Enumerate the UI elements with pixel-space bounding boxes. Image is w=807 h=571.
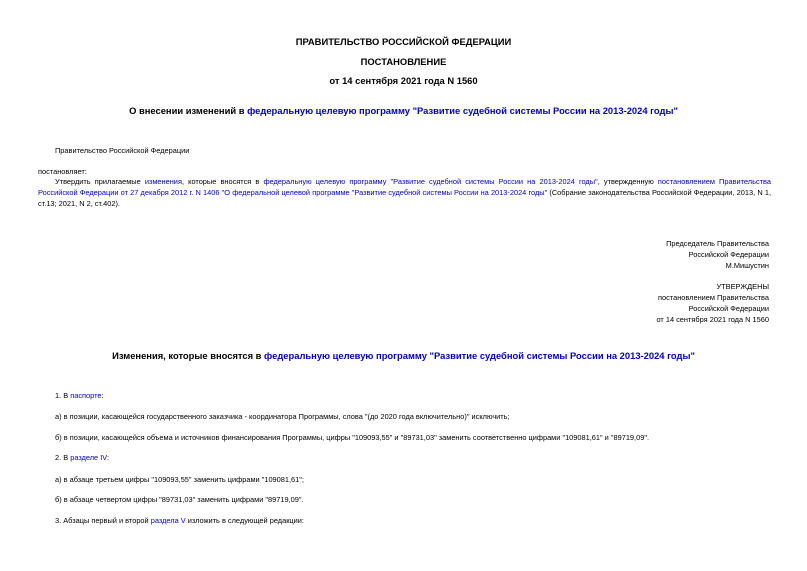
decision-text-2: , которые вносятся в: [181, 177, 264, 186]
approved-date: от 14 сентября 2021 года N 1560: [656, 315, 769, 324]
item-2b: б) в абзаце четвертом цифры "89731,03" заменить цифрами "89719,09".: [55, 495, 304, 504]
item-3: [55, 515, 304, 526]
changes-link[interactable]: изменения: [144, 177, 182, 186]
signature-block: [666, 238, 769, 271]
item-1a: а) в позиции, касающейся государственного заказчика - координатора Программы, слова "(до 2020 года включительно)" исключить;: [55, 412, 510, 421]
intro-government: Правительство Российской Федерации: [55, 146, 190, 155]
item-1-suffix: :: [101, 391, 104, 400]
government-heading: ПРАВИТЕЛЬСТВО РОССИЙСКОЙ ФЕДЕРАЦИИ: [295, 36, 512, 47]
item-1b: б) в позиции, касающейся объема и источников финансирования Программы, цифры "109093,55" и "89731,03" заменить соответственно цифрами "109081,61" и "89719,09".: [55, 433, 649, 442]
item-1: [55, 390, 104, 401]
document-title: [0, 105, 807, 116]
document-date-number: от 14 сентября 2021 года N 1560: [329, 75, 478, 86]
decision-paragraph: [38, 176, 771, 209]
document-type: ПОСТАНОВЛЕНИЕ: [360, 56, 447, 67]
section-iv-link[interactable]: разделе IV: [70, 453, 107, 462]
item-3-prefix: 3. Абзацы первый и второй: [55, 516, 151, 525]
title-program-link[interactable]: федеральную целевую программу "Развитие судебной системы России на 2013-2024 годы": [247, 105, 678, 116]
passport-link[interactable]: паспорте: [70, 391, 102, 400]
resolution-link[interactable]: постановлением Правительства Российской Федерации от 27 декабря 2012 г. N 1406 "О федеральной целевой программе "Развитие судебной системы России на 2013-2024 годы": [38, 177, 771, 197]
decision-text-4: (Собрание законодательства Российской Федерации, 2013, N 1, ст.13; 2021, N 2, ст.402).: [38, 188, 771, 208]
approved-org: Российской Федерации: [688, 304, 769, 313]
signature-org: Российской Федерации: [688, 250, 769, 259]
item-3-suffix: изложить в следующей редакции:: [185, 516, 304, 525]
item-2: [55, 452, 109, 463]
item-2a: а) в абзаце третьем цифры "109093,55" заменить цифрами "109081,61";: [55, 475, 304, 484]
approved-by: постановлением Правительства: [658, 293, 769, 302]
item-1-prefix: 1. В: [55, 391, 71, 400]
item-2-prefix: 2. В: [55, 453, 71, 462]
changes-title-prefix: Изменения, которые вносятся в: [112, 350, 265, 361]
approved-label: УТВЕРЖДЕНЫ: [716, 282, 769, 291]
decision-text-1: Утвердить прилагаемые: [55, 177, 145, 186]
signature-position: Председатель Правительства: [666, 239, 769, 248]
section-v-link[interactable]: раздела V: [150, 516, 186, 525]
signature-name: М.Мишустин: [725, 261, 769, 270]
intro-decides: постановляет:: [38, 167, 87, 176]
approved-block: [656, 281, 769, 325]
changes-title: [0, 350, 807, 361]
changes-title-program-link[interactable]: федеральную целевую программу "Развитие судебной системы России на 2013-2024 годы": [264, 350, 695, 361]
program-link[interactable]: федеральную целевую программу "Развитие судебной системы России на 2013-2024 годы": [263, 177, 598, 186]
decision-text-3: , утвержденную: [597, 177, 658, 186]
item-2-suffix: :: [106, 453, 109, 462]
title-prefix: О внесении изменений в: [129, 105, 248, 116]
